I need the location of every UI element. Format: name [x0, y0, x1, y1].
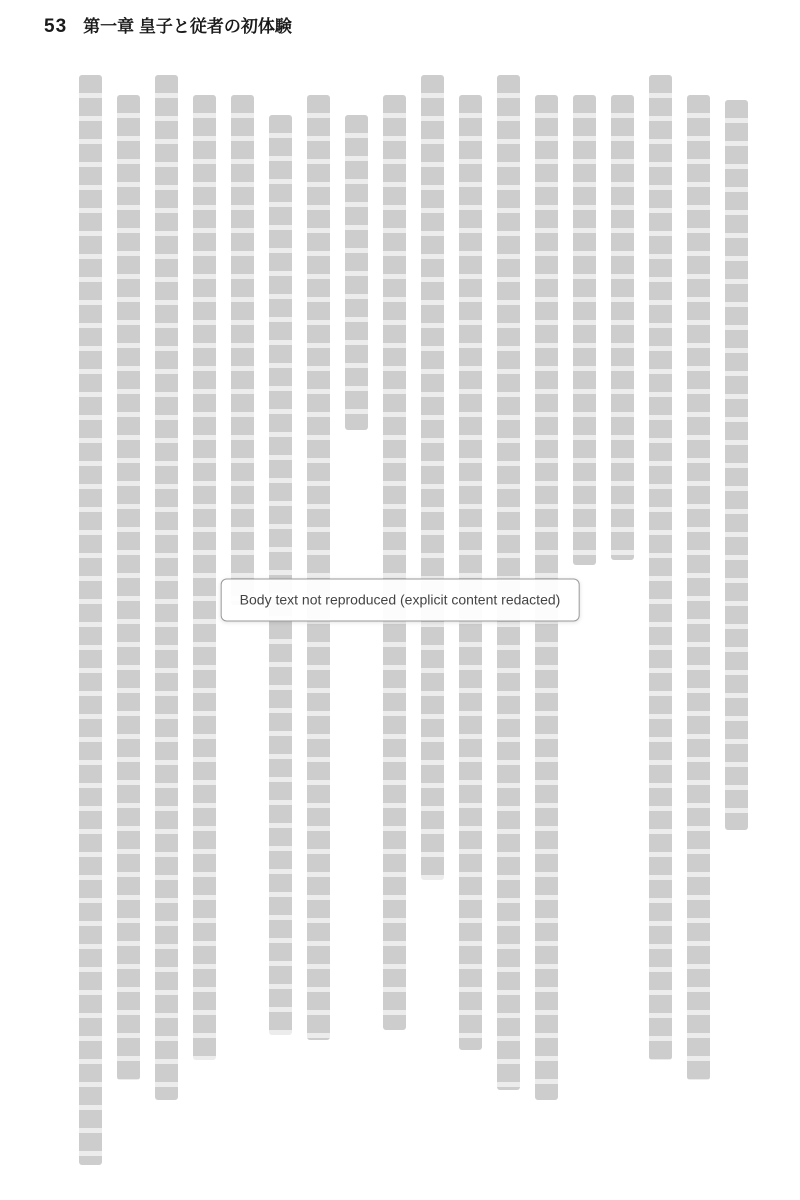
text-column	[269, 115, 292, 1035]
redaction-notice: Body text not reproduced (explicit content redacted)	[221, 579, 580, 622]
text-column	[383, 95, 406, 1030]
text-column	[611, 95, 634, 560]
text-column	[459, 95, 482, 1050]
text-column	[725, 100, 748, 830]
text-column	[573, 95, 596, 565]
text-column	[155, 75, 178, 1100]
text-column	[307, 95, 330, 1040]
text-column	[193, 95, 216, 1060]
text-column	[79, 75, 102, 1165]
text-column	[687, 95, 710, 1080]
text-column	[345, 115, 368, 430]
running-header	[44, 12, 292, 38]
vertical-text-body	[40, 70, 748, 1175]
text-column	[231, 95, 254, 605]
chapter-header: 第一章 皇子と従者の初体験	[83, 17, 292, 36]
text-column	[421, 75, 444, 880]
text-column	[649, 75, 672, 1060]
text-column	[117, 95, 140, 1080]
page-number: 53	[44, 16, 68, 37]
